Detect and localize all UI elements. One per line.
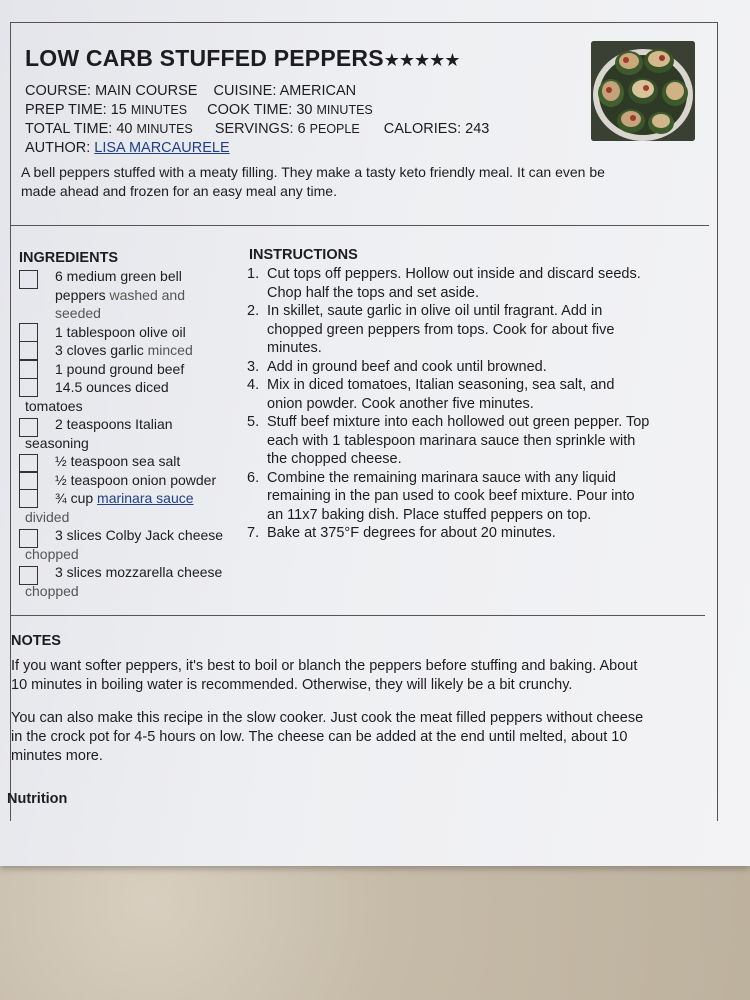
author-link[interactable]: LISA MARCAURELE bbox=[94, 140, 230, 156]
instruction-step: 3. Add in ground beef and cook until browned. bbox=[247, 358, 547, 375]
ingredient-ground-beef: 1 pound ground beef bbox=[19, 360, 244, 379]
description-line-2: made ahead and frozen for an easy meal any time. bbox=[21, 183, 337, 199]
servings-unit: PEOPLE bbox=[309, 122, 360, 136]
description-line-1: A bell peppers stuffed with a meaty filling. They make a tasty keto friendly meal. It can even be bbox=[21, 164, 605, 180]
ingredient-checkbox[interactable] bbox=[19, 418, 38, 437]
notes-paragraph-2: You can also make this recipe in the slow cooker. Just cook the meat filled peppers without cheese in the crock pot for 4-5 hours on low. The cheese can be added at the end until melted, about 10 minutes more. bbox=[11, 710, 644, 764]
total-time-value: 40 bbox=[116, 121, 133, 137]
instruction-step: 4. Mix in diced tomatoes, Italian seasoning, sea salt, and onion powder. Cook another five minutes. bbox=[247, 377, 615, 412]
recipe-title: LOW CARB STUFFED PEPPERS bbox=[25, 45, 384, 71]
divider-top bbox=[11, 225, 709, 226]
ingredient-diced-tomatoes: 14.5 ounces diced tomatoes bbox=[19, 378, 244, 415]
ingredient-garlic: 3 cloves garlic minced bbox=[19, 341, 244, 360]
table-surface bbox=[0, 858, 750, 1000]
instruction-step: 5. Stuff beef mixture into each hollowed out green pepper. Top each with 1 tablespoon marinara sauce then sprinkle with the chopped cheese. bbox=[247, 414, 650, 467]
ingredients-list bbox=[19, 267, 244, 600]
ingredient-checkbox[interactable] bbox=[19, 489, 38, 508]
ingredient-mozzarella: 3 slices mozzarella cheese chopped bbox=[19, 563, 244, 600]
cook-time-unit: MINUTES bbox=[316, 103, 373, 117]
total-time-unit: MINUTES bbox=[136, 122, 193, 136]
ingredient-green-peppers: 6 medium green bell peppers washed and seeded bbox=[19, 267, 244, 323]
rating-stars: ★★★★★ bbox=[383, 50, 460, 70]
instructions-heading: INSTRUCTIONS bbox=[249, 247, 358, 263]
prep-time-label: PREP TIME: bbox=[25, 102, 107, 118]
nutrition-heading: Nutrition bbox=[7, 791, 68, 807]
meta-row-4 bbox=[25, 139, 230, 157]
calories-label: CALORIES: bbox=[383, 121, 462, 137]
instruction-step: 1. Cut tops off peppers. Hollow out inside and discard seeds. Chop half the tops and set aside. bbox=[247, 266, 641, 301]
cook-time-label: COOK TIME: bbox=[207, 102, 293, 118]
ingredient-onion-powder: ½ teaspoon onion powder bbox=[19, 471, 244, 490]
marinara-sauce-link[interactable]: marinara sauce bbox=[97, 490, 194, 506]
instruction-step: 2. In skillet, saute garlic in olive oil until fragrant. Add in chopped green peppers from tops. Cook for about five minutes. bbox=[247, 303, 615, 356]
servings-label: SERVINGS: bbox=[214, 121, 294, 137]
ingredient-italian-seasoning: 2 teaspoons Italian seasoning bbox=[19, 415, 244, 452]
ingredient-checkbox[interactable] bbox=[19, 566, 38, 585]
cook-time-value: 30 bbox=[296, 102, 313, 118]
instructions-list bbox=[239, 265, 689, 543]
ingredient-colby-jack: 3 slices Colby Jack cheese chopped bbox=[19, 526, 244, 563]
ingredient-checkbox[interactable] bbox=[19, 360, 38, 379]
ingredient-checkbox[interactable] bbox=[19, 270, 38, 289]
course-value: MAIN COURSE bbox=[95, 83, 198, 99]
title-row bbox=[25, 45, 459, 72]
ingredients-heading: INGREDIENTS bbox=[19, 250, 119, 266]
cuisine-value: AMERICAN bbox=[279, 83, 357, 99]
recipe-photo bbox=[591, 41, 695, 141]
ingredient-checkbox[interactable] bbox=[19, 341, 38, 360]
ingredient-checkbox[interactable] bbox=[19, 529, 38, 548]
ingredient-checkbox[interactable] bbox=[19, 471, 38, 490]
stuffed-peppers-image bbox=[591, 41, 695, 141]
meta-row-2 bbox=[25, 101, 373, 119]
notes-paragraph-1: If you want softer peppers, it's best to boil or blanch the peppers before stuffing and baking. About 10 minutes in boiling water is recommended. Otherwise, they will likely be a bit crunchy. bbox=[11, 658, 638, 693]
cuisine-label: CUISINE: bbox=[213, 83, 277, 99]
prep-time-value: 15 bbox=[110, 102, 127, 118]
author-label: AUTHOR: bbox=[25, 140, 91, 156]
meta-row-1 bbox=[25, 82, 356, 100]
recipe-description bbox=[21, 163, 701, 201]
calories-value: 243 bbox=[465, 121, 490, 137]
ingredient-checkbox[interactable] bbox=[19, 378, 38, 397]
divider-middle bbox=[11, 615, 705, 616]
ingredient-checkbox[interactable] bbox=[19, 323, 38, 342]
course-label: COURSE: bbox=[25, 83, 92, 99]
total-time-label: TOTAL TIME: bbox=[25, 121, 113, 137]
servings-value: 6 bbox=[297, 121, 306, 137]
ingredient-sea-salt: ½ teaspoon sea salt bbox=[19, 452, 244, 471]
notes-heading: NOTES bbox=[11, 633, 61, 649]
meta-row-3 bbox=[25, 120, 489, 138]
recipe-card bbox=[7, 22, 718, 821]
ingredient-marinara-sauce: ¾ cup marinara sauce divided bbox=[19, 489, 244, 526]
instruction-step: 6. Combine the remaining marinara sauce with any liquid remaining in the pan used to cook beef mixture. Pour into an 11x7 baking dish. Place stuffed peppers on top. bbox=[247, 469, 635, 523]
prep-time-unit: MINUTES bbox=[130, 103, 188, 117]
instruction-step: 7. Bake at 375°F degrees for about 20 minutes. bbox=[247, 525, 556, 541]
ingredient-olive-oil: 1 tablespoon olive oil bbox=[19, 323, 244, 342]
